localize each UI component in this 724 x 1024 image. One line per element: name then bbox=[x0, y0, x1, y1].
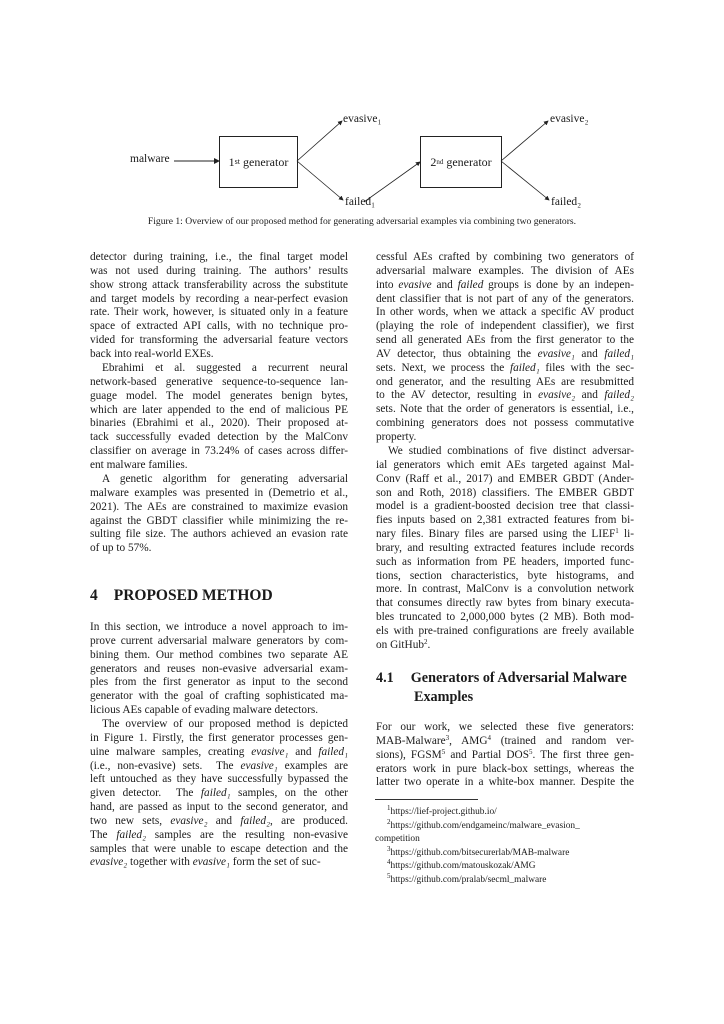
malware-label: malware bbox=[130, 153, 170, 165]
text-line bbox=[90, 856, 348, 870]
footnote-mark: 4 bbox=[387, 858, 391, 867]
text-segment: . bbox=[427, 638, 431, 651]
text-segment: on GitHub bbox=[376, 638, 425, 651]
text-line: licious AEs capable of evading malware detectors. bbox=[90, 704, 319, 717]
italic-term: failed₁ bbox=[318, 745, 348, 758]
italic-term: failed₂ bbox=[116, 828, 146, 841]
text-line: show strong attack transferability across the substitute bbox=[90, 278, 348, 291]
second-generator-box: 2 nd generator bbox=[420, 136, 502, 188]
text-line: classifier on average in 73.24% of cases across differ- bbox=[90, 445, 348, 458]
italic-term: evasive₂ bbox=[90, 856, 128, 869]
text-line bbox=[376, 389, 634, 403]
text-line bbox=[90, 746, 348, 760]
evasive1-label: evasive₁ bbox=[343, 113, 382, 125]
text-segment: and bbox=[207, 814, 241, 827]
left-paragraph-1 bbox=[90, 251, 348, 362]
text-line: son and Roth, 2018) classifiers. The EMBER GBDT bbox=[376, 486, 634, 499]
italic-term: failed₂ bbox=[240, 814, 270, 827]
text-line: that consumes directly raw bytes from binary executa- bbox=[376, 597, 634, 610]
italic-term: failed₂ bbox=[604, 389, 634, 402]
italic-term: evasive bbox=[398, 278, 432, 291]
text-line bbox=[90, 787, 348, 801]
text-line bbox=[376, 362, 634, 376]
text-segment: sets. Next, we process the bbox=[376, 361, 510, 374]
footnote-ref: 2 bbox=[424, 637, 428, 646]
text-line bbox=[376, 279, 634, 293]
footnote-2-continuation[interactable]: competition bbox=[375, 834, 420, 845]
text-line: tions, section characteristics, byte histograms, and bbox=[376, 569, 634, 582]
text-line: For our work, we selected these five generators: bbox=[376, 721, 634, 733]
text-segment: files with the sec- bbox=[539, 361, 634, 374]
text-line: such as information from PE headers, imported func- bbox=[376, 555, 634, 568]
text-line: rate. Their work, however, is situated only in a feature bbox=[90, 306, 348, 319]
text-segment: samples are the resulting non-evasive bbox=[146, 828, 348, 841]
text-segment: MAB-Malware bbox=[376, 734, 446, 747]
footnote-5 bbox=[375, 871, 637, 888]
right-paragraph-2 bbox=[376, 445, 634, 653]
footnote-link[interactable]: https://github.com/endgameinc/malware_evasion_ bbox=[390, 820, 580, 831]
text-line: of up to 57%. bbox=[90, 542, 152, 555]
right-paragraph-1 bbox=[376, 251, 634, 445]
text-segment: and bbox=[574, 347, 605, 360]
italic-term: failed₁ bbox=[509, 361, 540, 374]
text-segment: two new sets, bbox=[90, 814, 171, 827]
text-line: network-based generative sequence-to-sequence lan- bbox=[90, 375, 348, 388]
text-line: Conv (Raff et al., 2017) and EMBER GBDT (Ander- bbox=[376, 472, 634, 485]
text-line: sets. Note that the order of generators is essential, i.e., bbox=[376, 403, 634, 416]
text-line: and target models by recording a near-perfect evasion bbox=[90, 292, 348, 305]
text-segment: , are produced. bbox=[270, 814, 348, 827]
text-line: more. In contrast, MalConv is a convolution network bbox=[376, 583, 634, 596]
left-paragraph-2 bbox=[90, 362, 348, 473]
left-paragraph-5 bbox=[90, 718, 348, 870]
italic-term: evasive₁ bbox=[240, 759, 278, 772]
italic-term: evasive₁ bbox=[192, 856, 230, 869]
text-line: A genetic algorithm for generating adversarial bbox=[102, 473, 348, 485]
subsection-number: 4.1 bbox=[376, 670, 394, 686]
text-line: send all generated AEs from the first generator to the bbox=[376, 334, 634, 347]
text-line: 2021). The AEs are constrained to maximize evasion bbox=[90, 500, 348, 513]
italic-term: failed₁ bbox=[604, 347, 634, 360]
text-line: latter two operate in a white-box manner. Despite the bbox=[376, 776, 634, 789]
footnotes bbox=[375, 806, 637, 888]
text-segment: li- bbox=[618, 528, 634, 541]
section-title: PROPOSED METHOD bbox=[113, 587, 273, 604]
footnote-ref: 5 bbox=[528, 747, 533, 756]
text-line: samples that were unable to escape detection and the bbox=[90, 842, 348, 855]
footnote-1 bbox=[375, 806, 637, 820]
figure-caption: Figure 1: Overview of our proposed method for generating adversarial examples via combining two generators. bbox=[147, 216, 577, 227]
footnote-divider bbox=[375, 799, 478, 800]
text-line bbox=[376, 528, 634, 542]
text-segment: and Partial DOS bbox=[445, 748, 529, 761]
text-line: ent malware families. bbox=[90, 458, 188, 471]
text-line: ond generator, and the resulting AEs are resubmitted bbox=[376, 375, 634, 388]
text-line: left untouched as they have successfully bypassed the bbox=[90, 773, 348, 786]
text-segment: groups is done by an indepen- bbox=[483, 278, 634, 291]
arrow-gen2-to-evasive2 bbox=[501, 121, 548, 161]
left-paragraph-4 bbox=[90, 621, 348, 718]
arrow-gen1-to-evasive1 bbox=[297, 121, 342, 161]
text-segment: uine malware samples, creating bbox=[90, 745, 252, 758]
text-line bbox=[90, 760, 348, 774]
text-segment: sions), FGSM bbox=[376, 748, 442, 761]
text-segment: samples, on the other bbox=[230, 787, 348, 800]
text-line: erators work in pure black-box settings, whereas the bbox=[376, 762, 634, 775]
text-line: against the GBDT classifier while minimizing the re- bbox=[90, 514, 348, 527]
text-line: vided for transforming the adversarial feature vectors bbox=[90, 334, 348, 347]
italic-term: evasive₂ bbox=[538, 389, 576, 402]
text-segment: nary files. Binary files are parsed using the LIEF bbox=[376, 528, 616, 541]
gen1-number: 1 bbox=[228, 154, 235, 169]
text-segment: and bbox=[288, 745, 319, 758]
text-segment: . The first three gen- bbox=[532, 748, 634, 761]
text-line: generator with the goal of crafting sophisticated ma- bbox=[90, 690, 348, 703]
footnote-ref: 4 bbox=[487, 733, 491, 742]
text-segment: (i.e., non-evasive) sets. The bbox=[90, 759, 241, 772]
italic-term: evasive₁ bbox=[251, 745, 289, 758]
footnote-ref: 5 bbox=[441, 747, 446, 756]
text-line: detector during training, i.e., the final target model bbox=[90, 251, 348, 263]
text-segment: AV detector, thus obtaining the bbox=[376, 347, 538, 360]
text-segment: together with bbox=[127, 856, 193, 869]
text-line bbox=[90, 815, 348, 829]
text-line: model is a gradient-boosted decision tree that classi- bbox=[376, 500, 634, 513]
text-line: In other words, when we attack a specific AV product bbox=[376, 306, 634, 319]
text-segment: and bbox=[431, 278, 458, 291]
text-segment: examples are bbox=[277, 759, 348, 772]
text-line: adversarial malware examples. The division of AEs bbox=[376, 264, 634, 277]
text-line: property. bbox=[376, 430, 417, 443]
text-segment: to the AV detector, resulting in bbox=[376, 389, 539, 402]
footnote-link[interactable]: https://github.com/bitsecurerlab/MAB-malware bbox=[390, 847, 570, 858]
text-line bbox=[376, 639, 634, 653]
text-line: brary, and resulting extracted features include records bbox=[376, 541, 634, 554]
text-line: We studied combinations of five distinct adversar- bbox=[388, 445, 634, 457]
footnote-3 bbox=[375, 844, 637, 861]
right-paragraph-3 bbox=[376, 721, 634, 790]
gen1-label: generator bbox=[240, 154, 289, 169]
left-paragraph-3 bbox=[90, 473, 348, 556]
gen2-label: generator bbox=[443, 154, 492, 169]
text-segment: , AMG bbox=[449, 734, 488, 747]
text-line: The overview of our proposed method is depicted bbox=[102, 718, 348, 730]
text-line: back into real-world EXEs. bbox=[90, 347, 214, 360]
text-line: hand, are passed as input to the second generator, and bbox=[90, 801, 348, 814]
footnote-link[interactable]: https://github.com/pralab/secml_malware bbox=[390, 874, 547, 885]
footnote-link[interactable]: https://github.com/matouskozak/AMG bbox=[390, 861, 536, 872]
text-line: els with pre-trained configurations are freely available bbox=[376, 624, 634, 637]
text-line: bles truncated to 2,000,000 bytes (2 MB). Both mod- bbox=[376, 611, 634, 624]
text-line: was not used during training. The authors’ results bbox=[90, 264, 348, 277]
section-number: 4 bbox=[90, 587, 98, 604]
text-line bbox=[376, 749, 634, 763]
text-line: dent classifier that is not part of any of the generators. bbox=[376, 292, 634, 305]
text-line: guage model. The model generates benign bytes, bbox=[90, 389, 348, 402]
text-line: (playing the role of independent classifier), we first bbox=[376, 320, 634, 333]
subsection-heading bbox=[376, 669, 627, 707]
first-generator-box: 1 st generator bbox=[219, 136, 298, 188]
text-line: space of extracted API calls, with no technique pro- bbox=[90, 320, 348, 333]
text-line bbox=[376, 735, 634, 749]
text-segment: (trained and random ver- bbox=[491, 734, 635, 747]
footnote-ref: 3 bbox=[445, 733, 450, 742]
text-segment: form the set of suc- bbox=[229, 856, 321, 869]
section-heading bbox=[90, 587, 273, 605]
text-line: ples from the first generator as input to the second bbox=[90, 676, 348, 689]
text-line: bining them. Our method combines two separate AE bbox=[90, 648, 348, 661]
italic-term: failed bbox=[457, 278, 484, 291]
subsection-title-line1: Generators of Adversarial Malware bbox=[410, 670, 627, 686]
text-segment: into bbox=[376, 278, 399, 291]
footnote-mark: 1 bbox=[387, 804, 391, 812]
text-line: generators and reuses non-evasive adversarial exam- bbox=[90, 662, 348, 675]
subsection-title-line2: Examples bbox=[414, 689, 474, 705]
text-line: prove current adversarial malware generators by com- bbox=[90, 634, 348, 647]
text-line: which are later appended to the end of malicious PE bbox=[90, 403, 348, 416]
text-line bbox=[376, 348, 634, 362]
italic-term: evasive₁ bbox=[537, 347, 575, 360]
text-line: malware examples was presented in (Demetrio et al., bbox=[90, 486, 348, 499]
text-segment: The bbox=[90, 828, 117, 841]
italic-term: failed₁ bbox=[200, 787, 231, 800]
footnote-mark: 5 bbox=[387, 871, 391, 880]
footnote-ref: 1 bbox=[615, 527, 619, 536]
italic-term: evasive₂ bbox=[170, 814, 208, 827]
footnote-2 bbox=[375, 817, 637, 834]
text-line: combining generators does not possess commutative bbox=[376, 417, 634, 430]
arrow-gen1-to-failed1 bbox=[297, 161, 343, 200]
text-line: ial generators which emit AEs targeted against Mal- bbox=[376, 458, 634, 471]
text-line: In this section, we introduce a novel approach to im- bbox=[90, 621, 348, 633]
text-segment: given detector. The bbox=[90, 787, 201, 800]
text-line: sulting file size. The authors achieved an evasion rate bbox=[90, 528, 348, 541]
arrow-gen2-to-failed2 bbox=[501, 161, 549, 200]
footnote-mark: 2 bbox=[387, 817, 391, 826]
evasive2-label: evasive₂ bbox=[550, 113, 589, 125]
footnote-4 bbox=[375, 860, 637, 874]
failed2-label: failed₂ bbox=[551, 196, 582, 208]
gen2-number: 2 bbox=[430, 154, 437, 169]
failed1-label: failed₁ bbox=[345, 196, 376, 208]
text-line: binaries (Ebrahimi et al., 2020). Their proposed at- bbox=[90, 417, 348, 430]
text-line: tack successfully evaded detection by the MalConv bbox=[90, 431, 348, 444]
footnote-mark: 3 bbox=[387, 844, 391, 853]
text-line: cessful AEs crafted by combining two generators of bbox=[376, 251, 634, 263]
text-line: fies inputs based on 2,381 extracted features from bi- bbox=[376, 514, 634, 527]
text-line bbox=[90, 829, 348, 843]
footnote-link[interactable]: https://lief-project.github.io/ bbox=[390, 807, 497, 817]
text-line: Ebrahimi et al. suggested a recurrent neural bbox=[102, 362, 348, 374]
text-line: in Figure 1. Firstly, the first generator processes gen- bbox=[90, 731, 348, 744]
text-segment: and bbox=[575, 389, 605, 402]
